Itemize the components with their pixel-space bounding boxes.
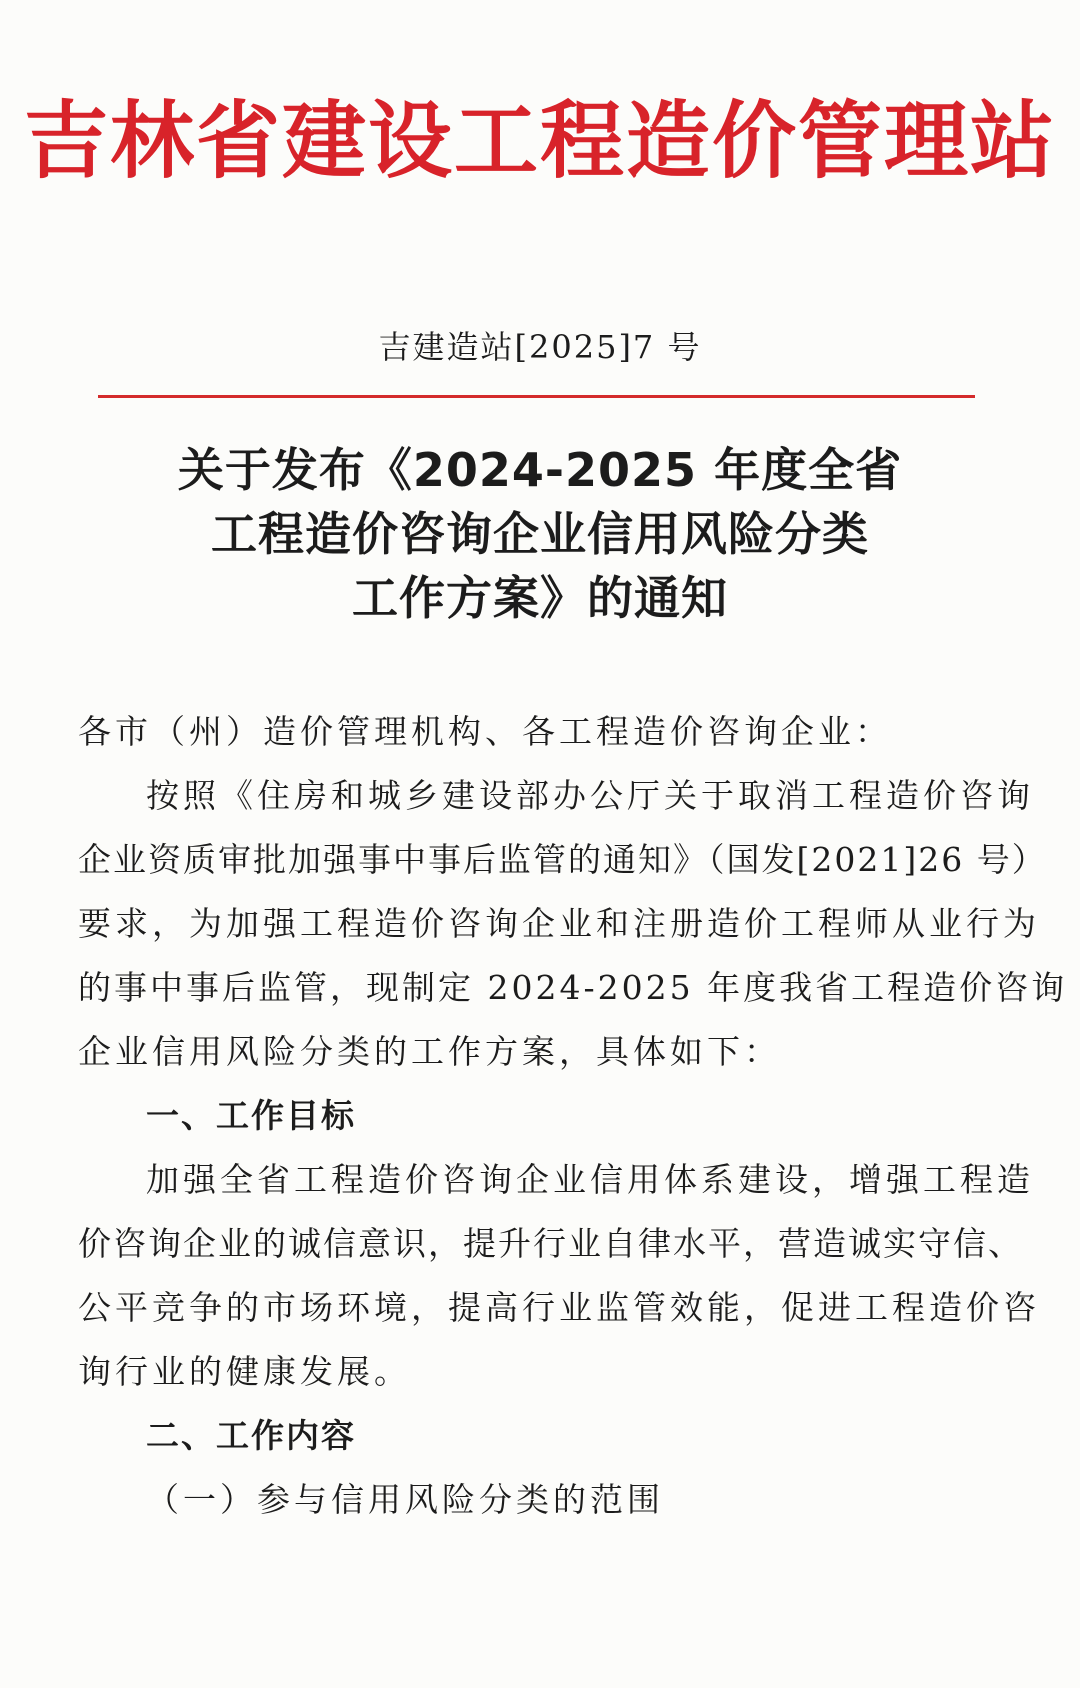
- org-name-header: 吉林省建设工程造价管理站: [23, 92, 1056, 190]
- notice-title: [90, 438, 990, 630]
- paragraph-line: 的事中事后监管，现制定 2024-2025 年度我省工程造价咨询: [78, 968, 1068, 1007]
- paragraph-line: 按照《住房和城乡建设部办公厅关于取消工程造价咨询: [146, 776, 1034, 815]
- section-heading: 一、工作目标: [146, 1096, 356, 1135]
- paragraph-line: 企业信用风险分类的工作方案，具体如下：: [78, 1032, 781, 1071]
- notice-title-line: 工程造价咨询企业信用风险分类: [211, 507, 869, 561]
- paragraph-goals: [78, 1148, 1040, 1404]
- document-body: [78, 700, 1068, 1532]
- notice-title-line: 工作方案》的通知: [352, 571, 728, 625]
- section-heading: 二、工作内容: [146, 1416, 356, 1455]
- paragraph-line: 企业资质审批加强事中事后监管的通知》（国发[2021]26 号）: [78, 840, 1047, 879]
- notice-title-line: 关于发布《2024-2025 年度全省: [177, 443, 903, 497]
- paragraph-line: 要求，为加强工程造价咨询企业和注册造价工程师从业行为: [78, 904, 1040, 943]
- paragraph-line: 加强全省工程造价咨询企业信用体系建设，增强工程造: [146, 1160, 1034, 1199]
- paragraph-line: 询行业的健康发展。: [78, 1352, 411, 1391]
- subsection-heading: （一）参与信用风险分类的范围: [146, 1480, 664, 1519]
- addressee: 各市（州）造价管理机构、各工程造价咨询企业：: [78, 712, 892, 751]
- paragraph-line: 价咨询企业的诚信意识，提升行业自律水平，营造诚实守信、: [78, 1224, 1023, 1263]
- paragraph-basis: [78, 764, 1068, 1084]
- document-number: 吉建造站[2025]7 号: [378, 328, 702, 366]
- red-divider-line: [98, 395, 975, 398]
- paragraph-line: 公平竞争的市场环境，提高行业监管效能，促进工程造价咨: [78, 1288, 1040, 1327]
